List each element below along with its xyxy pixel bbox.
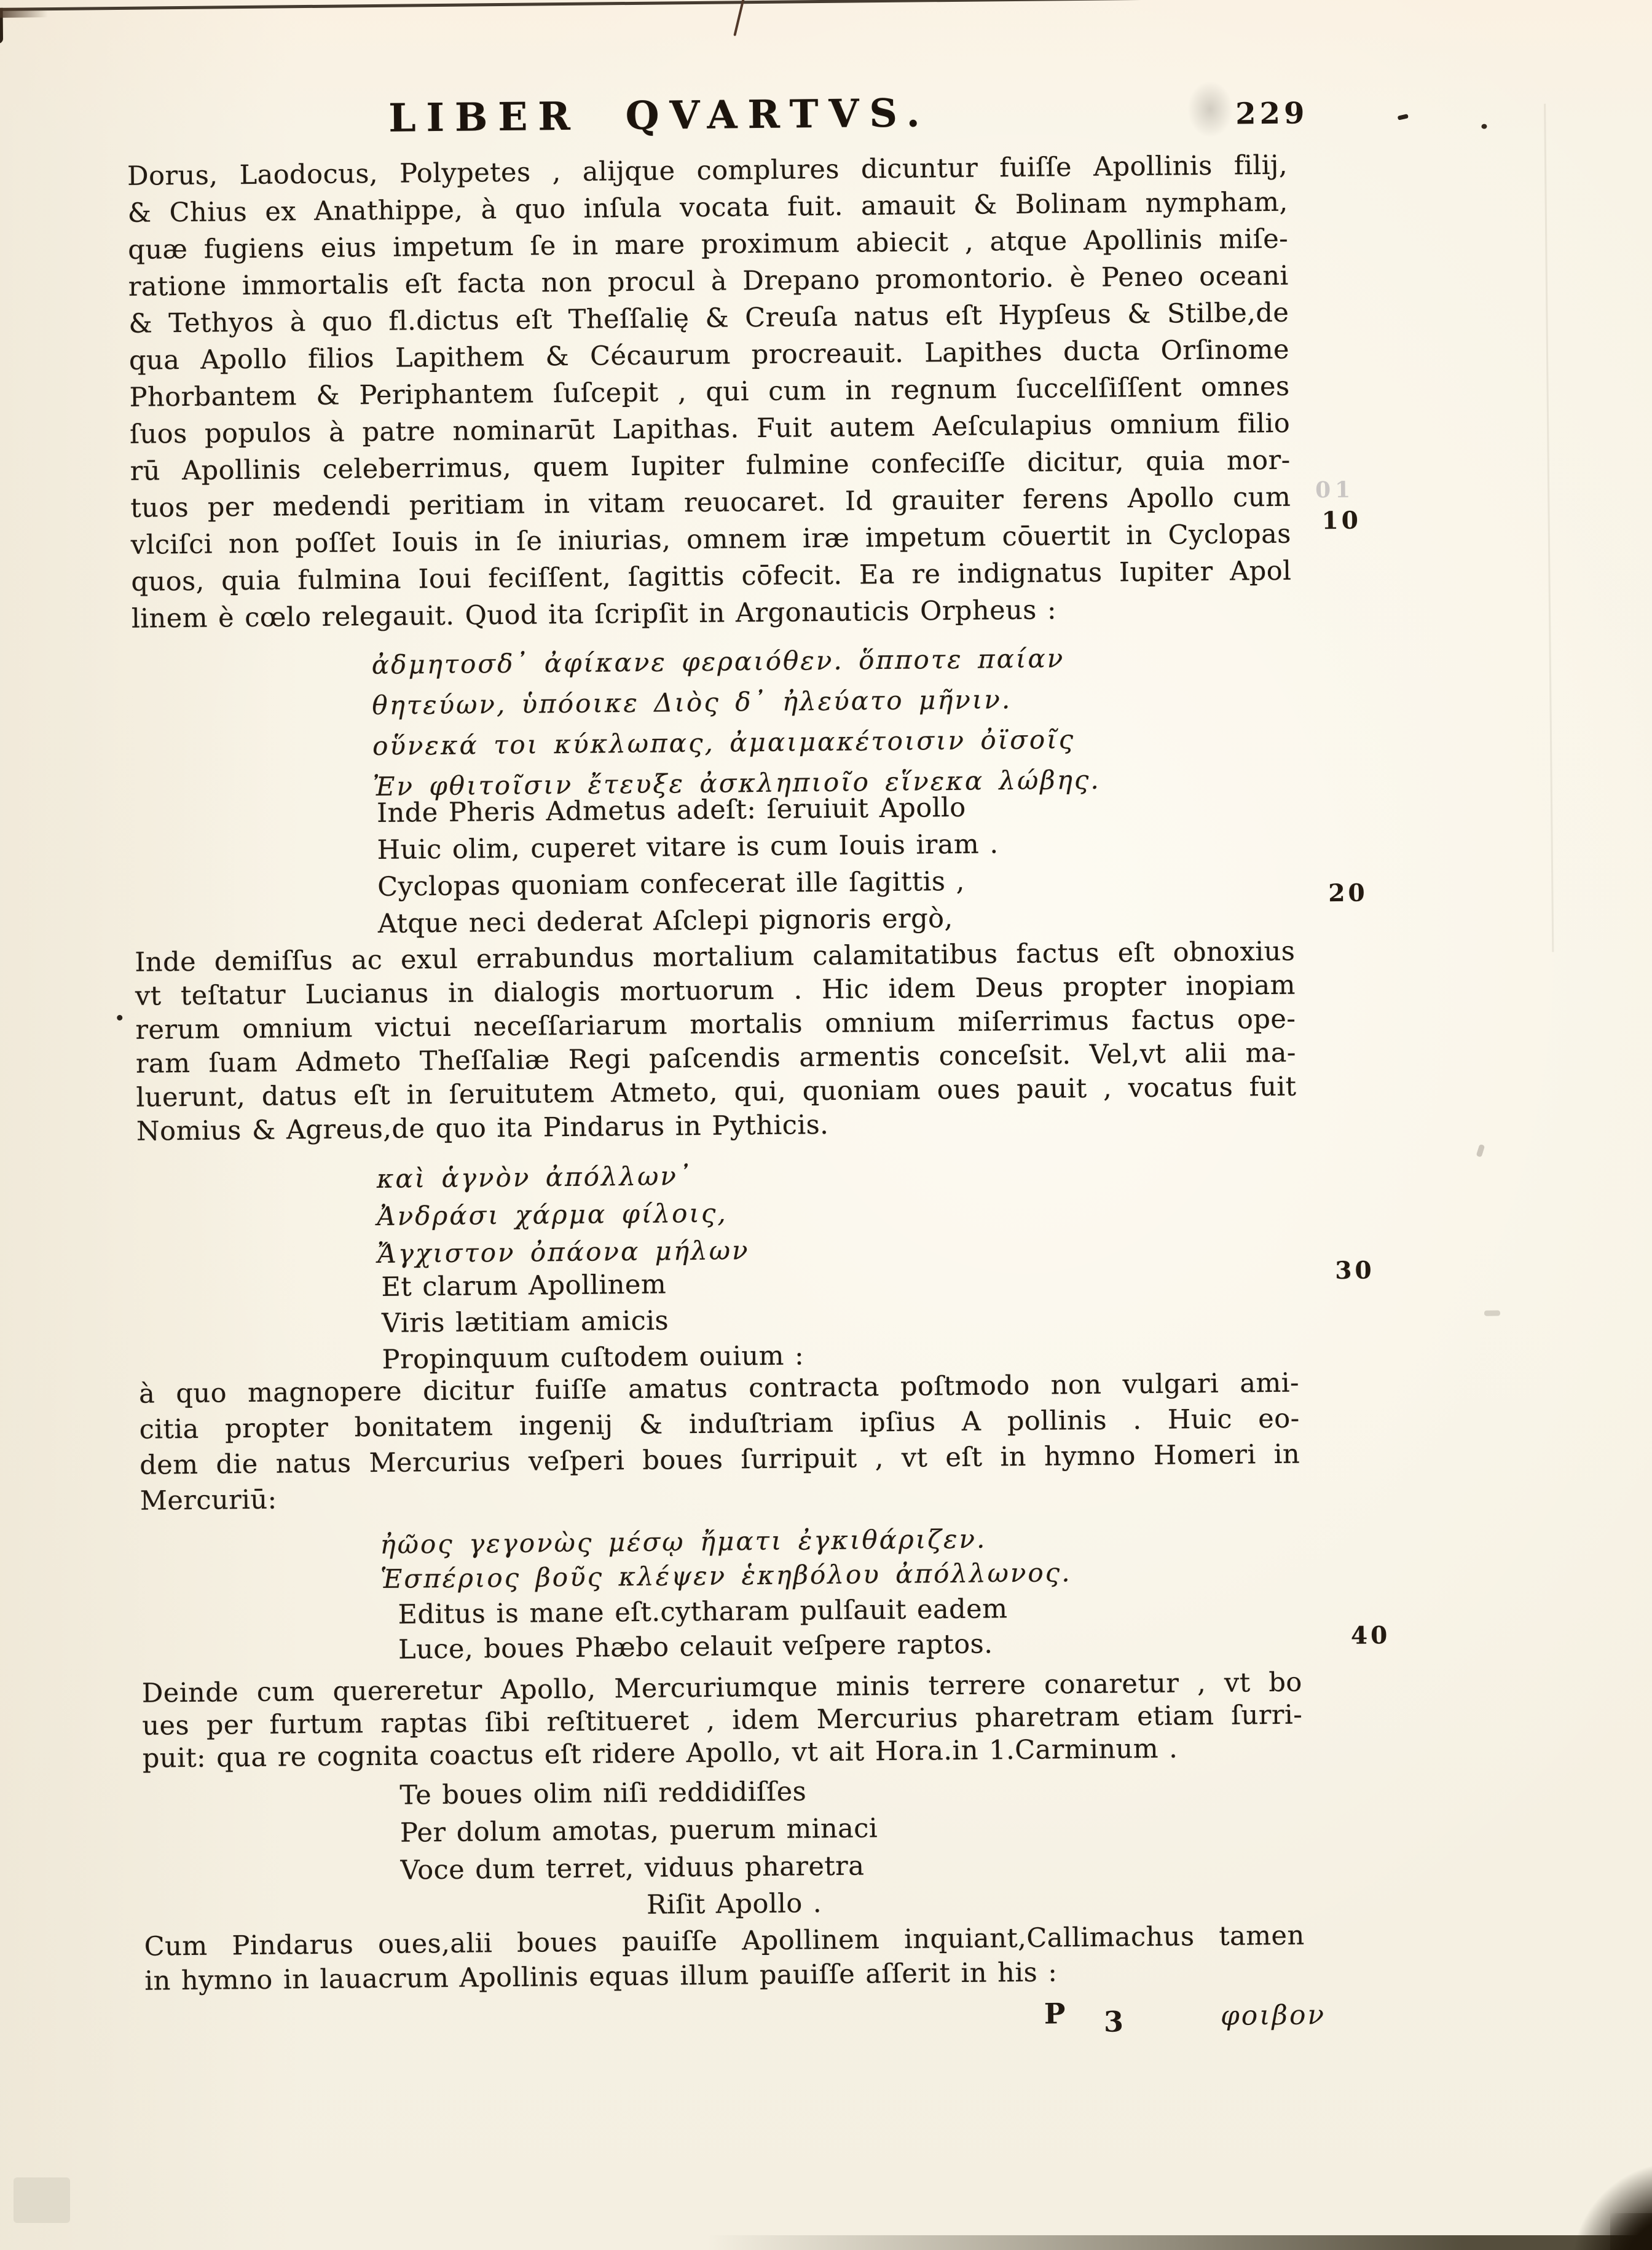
text-line: Luce, boues Phæbo celauit veſpere raptos. xyxy=(398,1628,993,1665)
text-line: in hymno in lauacrum Apollinis equas illum pauiſſe aſſerit in his : xyxy=(144,1957,1058,1997)
text-line: Inde demiſſus ac exul errabundus mortalium calamitatibus factus eſt obnoxius xyxy=(135,936,1296,978)
text-line: Riſit Apollo . xyxy=(646,1888,822,1920)
paragraph-3 xyxy=(139,1365,1300,1519)
text-line: citia propter bonitatem ingenij & induſtriam ipſius A pollinis . Huic eo- xyxy=(139,1403,1300,1445)
text-line: & Tethyos à quo fl.dictus eſt Theſſalię & Creuſa natus eſt Hypſeus & Stilbe,de xyxy=(128,297,1289,339)
text-line: ἀδμητοσδ᾽ ἀφίκανε φεραιόθεν. ὅπποτε παίαν xyxy=(371,643,1065,681)
greek-verse-1 xyxy=(371,638,1101,807)
text-line: ſuos populos à patre nominarūt Lapithas. Fuit autem Aeſculapius omnium filio xyxy=(129,408,1291,450)
text-line: rū Apollinis celeberrimus, quem Iupiter fulmine confeciſſe dicitur, quia mor- xyxy=(130,444,1291,487)
text-line: Nomius & Agreus,de quo ita Pindarus in Pythicis. xyxy=(136,1109,829,1147)
text-line: Editus is mane eſt.cytharam pulſauit eadem xyxy=(398,1593,1008,1630)
text-line: θητεύων, ὑπόοικε Διὸς δ᾽ ἠλεύατο μῆνιν. xyxy=(372,684,1012,721)
text-line: quæ fugiens eius impetum ſe in mare proximum abiecit , atque Apollinis miſe- xyxy=(128,223,1289,266)
text-line: Mercuriū: xyxy=(140,1484,277,1517)
ink-speck xyxy=(117,1015,122,1020)
text-line: Ἐν φθιτοῖσιν ἔτευξε ἀσκληπιοῖο εἵνεκα λώβης. xyxy=(372,764,1101,802)
ink-speck xyxy=(1476,1144,1485,1158)
text-line: Propinquum cuſtodem ouium : xyxy=(382,1340,804,1375)
text-line: ἠῶος γεγονὼς μέσῳ ἤματι ἐγκιθάριζεν. xyxy=(380,1523,987,1560)
margin-line-number: 40 xyxy=(1350,1621,1391,1650)
text-line: καὶ ἁγνὸν ἀπόλλων᾽ xyxy=(376,1161,693,1194)
text-line: ratione immortalis eſt facta non procul à Drepano promontorio. è Peneo oceani xyxy=(128,260,1289,302)
greek-verse-3 xyxy=(380,1521,1072,1597)
text-line: Atque neci dederat Aſclepi pignoris ergò, xyxy=(377,903,953,939)
text-line: Voce dum terret, viduus pharetra xyxy=(400,1850,865,1886)
scan-streak xyxy=(1544,104,1554,952)
latin-verse-2 xyxy=(381,1265,804,1378)
catchword: φοιβον xyxy=(1220,1999,1326,2032)
latin-verse-5 xyxy=(647,1885,822,1924)
text-line: Viris lætitiam amicis xyxy=(381,1305,669,1339)
text-line: Te boues olim niſi reddidiſſes xyxy=(399,1776,807,1811)
text-line: luerunt, datus eſt in ſeruitutem Atmeto, qui, quoniam oues pauit , vocatus fuit xyxy=(136,1071,1297,1113)
text-line: Ἀνδράσι χάρμα φίλοις, xyxy=(377,1198,728,1232)
text-line: vlciſci non poſſet Iouis in ſe iniurias, omnem iræ impetum cōuertit in Cyclopas xyxy=(130,518,1292,561)
text-line: Phorbantem & Periphantem ſuſcepit , qui cum in regnum ſuccelſiſſent omnes xyxy=(129,371,1290,413)
running-title: LIBER QVARTVS. xyxy=(388,90,930,141)
latin-verse-1 xyxy=(377,789,999,942)
greek-verse-2 xyxy=(377,1156,750,1273)
text-line: vt teſtatur Lucianus in dialogis mortuorum . Hic idem Deus propter inopiam xyxy=(135,969,1296,1012)
scan-top-edge xyxy=(0,0,1641,11)
text-line: Cum Pindarus oues,alii boues pauiſſe Apollinem inquiant,Callimachus tamen xyxy=(144,1920,1305,1962)
latin-verse-4 xyxy=(399,1772,878,1889)
paragraph-4 xyxy=(142,1667,1303,1775)
text-line: & Chius ex Anathippe, à quo inſula vocata fuit. amauit & Bolinam nympham, xyxy=(127,186,1288,229)
text-line: Ἑσπέριος βοῦς κλέψεν ἑκηβόλου ἀπόλλωνος. xyxy=(380,1557,1072,1594)
text-line: tuos per medendi peritiam in vitam reuocaret. Id grauiter ferens Apollo cum xyxy=(130,481,1291,524)
ink-speck xyxy=(1481,124,1487,129)
gathering-signature-number: 3 xyxy=(1103,2005,1124,2039)
scan-top-left-smear xyxy=(0,7,48,18)
paragraph-1 xyxy=(127,147,1292,638)
margin-line-number: 20 xyxy=(1328,878,1368,908)
paragraph-2 xyxy=(135,935,1297,1149)
text-line: rerum omnium victui neceſſariarum mortalis omnium miſerrimus factus ope- xyxy=(135,1003,1296,1046)
text-line: Deinde cum quereretur Apollo, Mercuriumque minis terrere conaretur , vt bo xyxy=(141,1667,1302,1709)
signature-line xyxy=(9,1991,1652,2075)
page-number: 229 xyxy=(1235,96,1308,132)
text-line: Cyclopas quoniam confecerat ille ſagittis , xyxy=(377,866,966,902)
show-through-ghost-text: 01 xyxy=(1315,476,1355,503)
ink-smudge xyxy=(1187,81,1233,138)
text-line: Et clarum Apollinem xyxy=(381,1269,667,1303)
text-line: Huic olim, cuperet vitare is cum Iouis iram . xyxy=(377,829,999,866)
margin-line-number: 30 xyxy=(1335,1256,1375,1285)
text-line: ues per furtum raptas ſibi reſtitueret , idem Mercurius pharetram etiam ſurri- xyxy=(142,1699,1303,1742)
text-line: à quo magnopere dicitur fuiſſe amatus contracta poſtmodo non vulgari ami- xyxy=(138,1367,1300,1410)
text-line: Inde Pheris Admetus adeſt: ſeruiuit Apollo xyxy=(376,792,966,829)
text-line: puit: qua re cognita coactus eſt ridere Apollo, vt ait Hora.in 1.Carminum . xyxy=(142,1733,1178,1774)
paragraph-5 xyxy=(144,1919,1305,1999)
gathering-signature-mark: P xyxy=(1044,1997,1066,2031)
text-line: Dorus, Laodocus, Polypetes , alijque complures dicuntur fuiſſe Apollinis filij, xyxy=(127,149,1288,192)
text-line: quos, quia fulmina Ioui feciſſent, ſagittis cōfecit. Ea re indignatus Iupiter Apol xyxy=(131,555,1292,598)
text-line: ram ſuam Admeto Theſſaliæ Regi paſcendis armentis conceſsit. Vel,vt alii ma- xyxy=(135,1037,1297,1080)
text-line: dem die natus Mercurius veſperi boues ſurripuit , vt eſt in hymno Homeri in xyxy=(140,1439,1300,1481)
ink-speck xyxy=(1484,1310,1500,1316)
text-line: qua Apollo filios Lapithem & Cécaurum procreauit. Lapithes ducta Orſinome xyxy=(128,334,1290,376)
text-line: Per dolum amotas, puerum minaci xyxy=(399,1813,878,1849)
ink-speck xyxy=(1398,114,1409,120)
text-line: οὕνεκά τοι κύκλωπας, ἀμαιμακέτοισιν ὀϊσοῖς xyxy=(372,724,1076,762)
margin-line-number: 10 xyxy=(1321,506,1362,535)
latin-verse-3 xyxy=(398,1592,1008,1668)
scan-top-left-corner xyxy=(0,8,3,44)
text-line: Ἄγχιστον ὀπάονα μήλων xyxy=(377,1235,750,1269)
text-line: linem è cœlo relegauit. Quod ita ſcripſit in Argonauticis Orpheus : xyxy=(131,594,1057,634)
scan-hair-mark xyxy=(733,0,745,36)
